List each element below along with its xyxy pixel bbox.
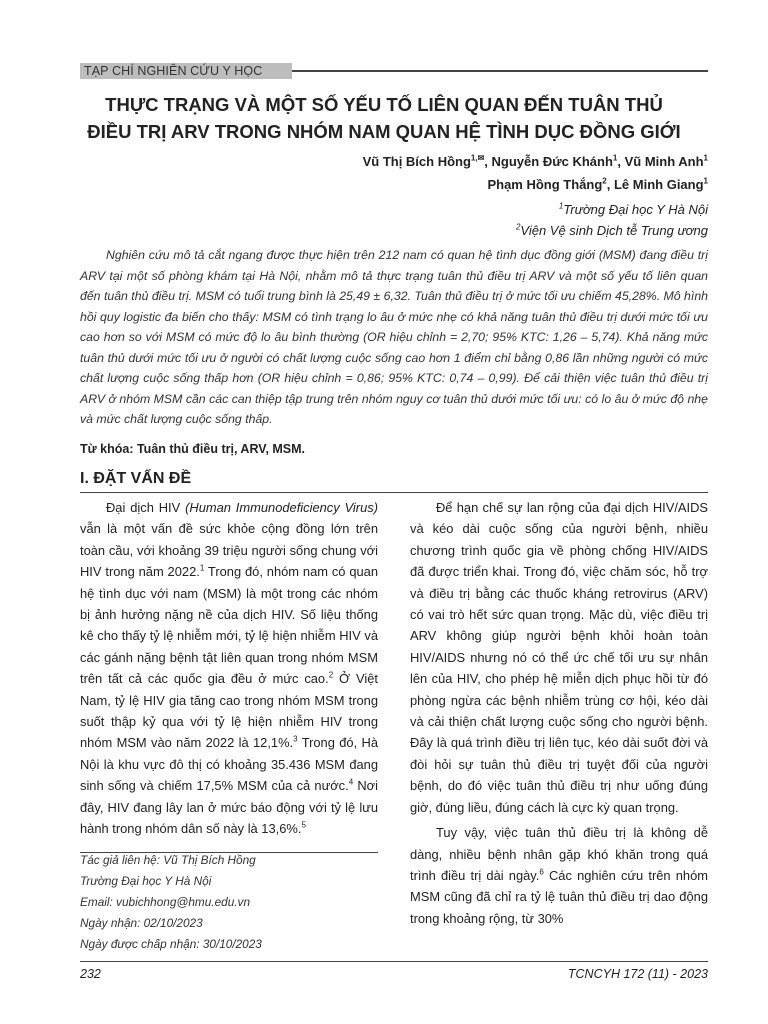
text-run: vẫn là một vấn đề sức khỏe cộng đồng lớn trên toàn cầu, với khoảng 39 triệu người sống chung với HIV trong năm 2022. [80,521,378,580]
correspondence-footnote [80,850,378,955]
author-name: Phạm Hồng Thắng [487,177,603,192]
text-run: Tuy vậy, việc tuân thủ điều trị là không dễ dàng, nhiều bệnh nhân gặp khó khăn trong quá trình điều trị dài ngày. [410,825,708,883]
footnote-received-date: Ngày nhận: 02/10/2023 [80,916,203,930]
page-number: 232 [80,967,101,981]
author-separator: , [617,154,625,169]
text-run: Nơi đây, HIV đang lây lan ở mức báo động với tỷ lệ lưu hành trong nhóm dân số này là 13,6%. [80,778,378,837]
affiliation-list [516,199,708,241]
author-name: Vũ Thị Bích Hồng [362,154,471,169]
section-heading: I. ĐẶT VẤN ĐỀ [80,470,192,487]
author-affiliation-mark: 1 [703,176,708,186]
author-name: Lê Minh Giang [613,177,704,192]
author-affiliation-mark: 1,✉ [470,153,485,163]
body-paragraph [410,822,708,929]
author-affiliation-mark: 2 [602,176,607,186]
footnote-accepted-date: Ngày được chấp nhận: 30/10/2023 [80,937,262,951]
affiliation-1 [516,199,708,220]
citation-ref: 5 [301,820,306,830]
journal-header [80,63,708,79]
right-column [410,497,708,933]
author-name: Vũ Minh Anh [624,154,704,169]
article-title [60,91,708,145]
citation-ref: 3 [293,735,298,745]
citation-ref: 2 [328,670,334,680]
affiliation-mark: 2 [515,222,521,232]
citation-ref: 4 [348,777,354,787]
citation-ref: 1 [199,563,205,573]
text-run: Ở Việt Nam, tỷ lệ HIV gia tăng cao trong nhóm MSM trong suốt thập kỷ qua với tỷ lệ hiện nhiễm HIV trong nhóm MSM vào năm 2022 là 12,1%. [80,671,378,751]
author-line-1 [363,150,708,173]
author-affiliation-mark: 1 [612,153,618,163]
title-line-1: THỰC TRẠNG VÀ MỘT SỐ YẾU TỐ LIÊN QUAN ĐẾN TUÂN THỦ [105,94,663,115]
author-separator: , [606,177,614,192]
keywords: Từ khóa: Tuân thủ điều trị, ARV, MSM. [80,442,306,456]
body-paragraph [80,497,378,840]
affiliation-mark: 1 [558,201,564,211]
title-line-2: ĐIỀU TRỊ ARV TRONG NHÓM NAM QUAN HỆ TÌNH DỤC ĐỒNG GIỚI [87,121,681,142]
footnote-corresponding-author: Tác giả liên hệ: Vũ Thị Bích Hồng [80,853,256,867]
header-rule [292,70,708,72]
author-affiliation-mark: 1 [703,153,708,163]
author-line-2 [363,173,708,196]
author-list [363,150,708,196]
affiliation-name: Viện Vệ sinh Dịch tễ Trung ương [520,223,708,238]
text-run: Trong đó, Hà Nội là khu vực đô thị có khoảng 35.436 MSM đang sinh sống và chiếm 17,5% MSM của cả nước. [80,735,378,794]
text-run: Đại dịch HIV [106,500,186,515]
abstract: Nghiên cứu mô tả cắt ngang được thực hiện trên 212 nam có quan hệ tình dục đồng giới (MSM) đang điều trị ARV tại một số phòng khám tại Hà Nội, nhằm mô tả thực trạng tuân thủ điều trị ARV và một số yếu tố liên quan đến tuân thủ điều trị. MSM có tuổi trung bình là 25,49 ± 6,32. Tuân thủ điều trị ở mức tối ưu chiếm 45,28%. Mô hình hồi quy logistic đa biến cho thấy: MSM có tình trạng lo âu ở mức nhẹ có khả năng tuân thủ điều trị dưới mức tối ưu cao hơn so với MSM có mức độ lo âu bình thường (OR hiệu chỉnh = 2,70; 95% KTC: 1,26 – 5,74). Khả năng mức tuân thủ dưới mức tối ưu ở người có chất lượng cuộc sống cao hơn 1 điểm chỉ bằng 0,86 lần những người có mức chất lượng cuộc sống thấp hơn (OR hiệu chỉnh = 0,86; 95% KTC: 0,74 – 0,99). Để cải thiện việc tuân thủ điều trị ARV ở nhóm MSM cần các can thiệp tập trung trên nhóm nguy cơ tuân thủ dưới mức tối ưu: có lo âu ở mức độ nhẹ và mức chất lượng cuộc sống thấp. [80,248,708,426]
footnote-email: Email: vubichhong@hmu.edu.vn [80,895,251,909]
body-paragraph: Để hạn chế sự lan rộng của đại dịch HIV/AIDS và kéo dài cuộc sống của người bệnh, nhiều chương trình quốc gia về phòng chống HIV/AIDS đã được triển khai. Trong đó, việc chăm sóc, hỗ trợ và điều trị bằng các thuốc kháng retrovirus (ARV) có vai trò hết sức quan trọng. Mặc dù, việc điều trị ARV không giúp người bệnh khỏi hoàn toàn HIV/AIDS nhưng nó có thể ức chế tối ưu sự nhân lên của HIV, cho phép hệ miễn dịch phục hồi từ đó phòng ngừa các bệnh nhiễm trùng cơ hội, kéo dài và cải thiện chất lượng cuộc sống cho người bệnh. Đây là quá trình điều trị liên tục, kéo dài suốt đời và đòi hỏi sự tuân thủ điều trị tuyệt đối của người bệnh, do đó việc tuân thủ điều trị như uống đúng giờ, đúng liều, đúng cách là cực kỳ quan trọng. [410,500,708,815]
footnote-institution: Trường Đại học Y Hà Nội [80,874,212,888]
author-separator: , [484,154,492,169]
left-column [80,497,378,844]
section-rule [80,492,708,493]
author-name: Nguyễn Đức Khánh [491,154,613,169]
journal-issue: TCNCYH 172 (11) - 2023 [567,967,708,981]
affiliation-name: Trường Đại học Y Hà Nội [563,202,708,217]
text-run: Trong đó, nhóm nam có quan hệ tình dục với nam (MSM) là một trong các nhóm bị ảnh hưởng nặng nề của dịch HIV. Số liệu thống kê cho thấy tỷ lệ nhiễm mới, tỷ lệ hiện nhiễm HIV và các gánh nặng bệnh tật liên quan trong nhóm MSM trên tất cả các quốc gia đều ở mức cao. [80,564,379,687]
text-run: Các nghiên cứu trên nhóm MSM cũng đã chỉ ra tỷ lệ tuân thủ điều trị dao động trong khoảng rộng, từ 30% [410,867,708,926]
text-run-italic: (Human Immunodeficiency Virus) [185,500,378,515]
affiliation-2 [516,220,708,241]
citation-ref: 6 [539,867,544,877]
journal-tag: TẠP CHÍ NGHIÊN CỨU Y HỌC [80,63,292,79]
footer-rule [80,961,708,962]
